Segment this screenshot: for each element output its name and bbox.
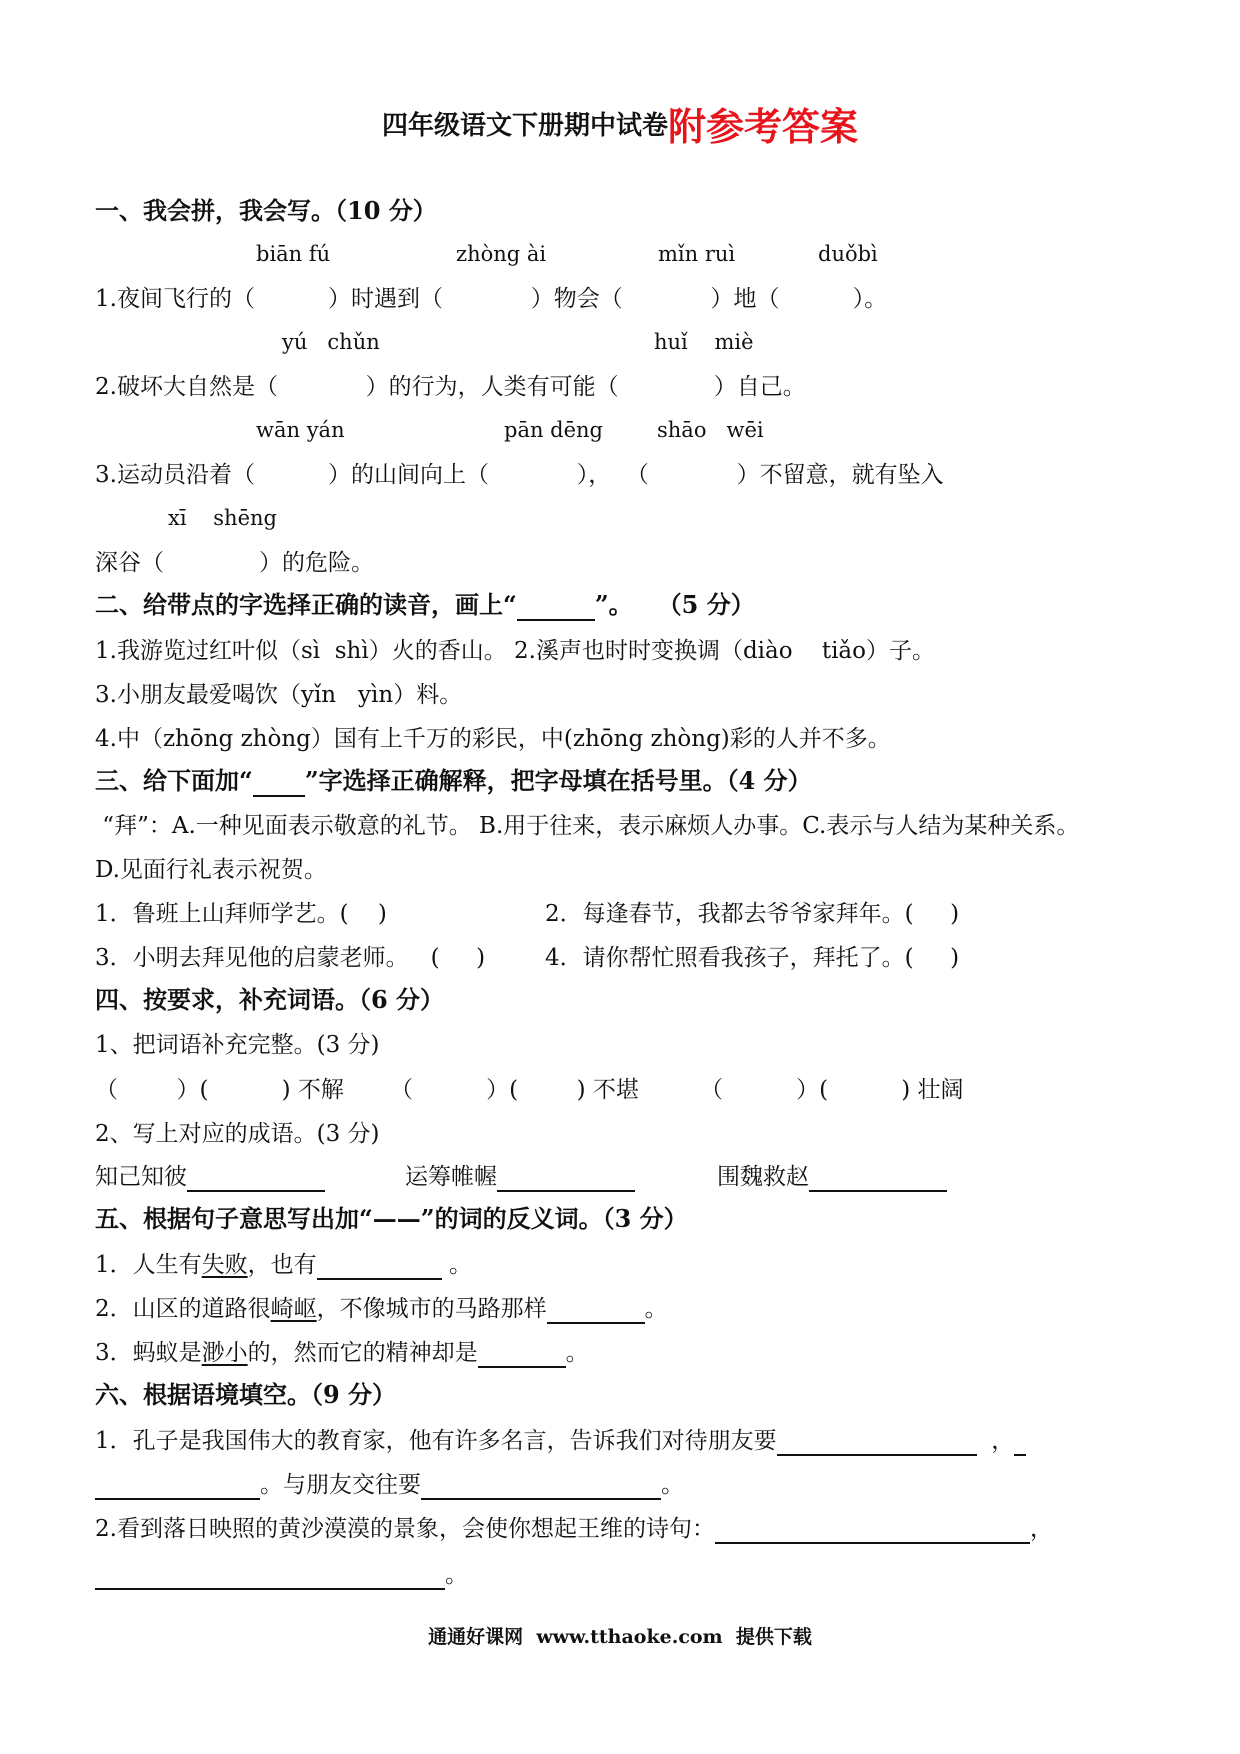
- question-line: 。与朋友交往要 。: [95, 1470, 684, 1500]
- fill-blank: （ ）( ) 不解: [95, 1077, 344, 1103]
- pinyin: duǒbì: [818, 242, 878, 266]
- pinyin: mǐn ruì: [658, 242, 736, 266]
- pinyin: biān fú: [256, 242, 331, 266]
- question-line: 1．人生有失败，也有 。: [95, 1252, 472, 1278]
- question-line: 。: [95, 1560, 468, 1590]
- section-4-heading: 四、按要求，补充词语。（6 分）: [95, 985, 445, 1014]
- pinyin: huǐ miè: [654, 330, 754, 354]
- question-line: 深谷（ ）的危险。: [95, 550, 375, 576]
- pinyin: wān yán: [256, 418, 345, 442]
- question-line: 1.夜间飞行的（ ）时遇到（ ）物会（ ）地（ ）。: [95, 286, 888, 312]
- section-2-heading: 二、给带点的字选择正确的读音，画上“ ”。 （5 分）: [95, 590, 755, 619]
- answer-blank[interactable]: [95, 1474, 260, 1500]
- definition-line: “拜”：A.一种见面表示敬意的礼节。 B.用于往来，表示麻烦人办事。C.表示与人结为某种关系。: [95, 813, 1080, 839]
- section-3-heading: 三、给下面加“ ”字选择正确解释，把字母填在括号里。（4 分）: [95, 766, 812, 795]
- idiom-item: 知己知彼: [95, 1162, 325, 1192]
- definition-line: D.见面行礼表示祝贺。: [95, 857, 327, 883]
- idiom-item: 围魏救赵: [717, 1162, 947, 1192]
- title-highlight: 附参考答案: [668, 104, 859, 149]
- answer-blank[interactable]: [421, 1474, 661, 1500]
- underline-sample: [517, 597, 595, 621]
- question-line: 2．山区的道路很崎岖，不像城市的马路那样 。: [95, 1296, 668, 1322]
- answer-blank[interactable]: [497, 1166, 635, 1192]
- title-main: 四年级语文下册期中试卷: [381, 111, 668, 141]
- sub-question: 2、写上对应的成语。(3 分): [95, 1121, 380, 1147]
- question-line: 1.我游览过红叶似（sì shì）火的香山。 2.溪声也时时变换调（diào tiǎo）子。: [95, 638, 935, 664]
- page-title: [0, 96, 1240, 151]
- section-1-heading: 一、我会拼，我会写。（10 分）: [95, 196, 437, 225]
- question-line: 4．请你帮忙照看我孩子，拜托了。( ): [545, 945, 960, 971]
- underline-sample: [253, 773, 305, 797]
- question-line: 2.破坏大自然是（ ）的行为，人类有可能（ ）自己。: [95, 374, 806, 400]
- sub-question: 1、把词语补充完整。(3 分): [95, 1032, 380, 1058]
- question-line: 3．小明去拜见他的启蒙老师。 ( ): [95, 945, 486, 971]
- fill-blank: （ ）( ) 壮阔: [700, 1077, 964, 1103]
- pinyin: pān dēng: [504, 418, 604, 442]
- answer-blank[interactable]: [715, 1518, 1030, 1544]
- answer-blank[interactable]: [809, 1166, 947, 1192]
- page-footer: 通通好课网 www.tthaoke.com 提供下载: [428, 1626, 812, 1648]
- pinyin: zhòng ài: [456, 242, 547, 266]
- question-line: 2.看到落日映照的黄沙漠漠的景象，会使你想起王维的诗句： ，: [95, 1516, 1053, 1542]
- answer-blank[interactable]: [547, 1298, 645, 1324]
- answer-blank[interactable]: [478, 1342, 566, 1368]
- question-line: 1．孔子是我国伟大的教育家，他有许多名言，告诉我们对待朋友要 ，: [95, 1426, 1026, 1456]
- section-6-heading: 六、根据语境填空。（9 分）: [95, 1380, 397, 1409]
- question-line: 2．每逢春节，我都去爷爷家拜年。( ): [545, 901, 960, 927]
- question-line: 4.中（zhōng zhòng）国有上千万的彩民，中(zhōng zhòng)彩的人并不多。: [95, 726, 891, 752]
- fill-blank: （ ）( ) 不堪: [390, 1077, 639, 1103]
- pinyin: xī shēng: [168, 506, 277, 530]
- answer-blank[interactable]: [1014, 1430, 1026, 1456]
- pinyin: yú chǔn: [282, 330, 380, 354]
- question-line: 1．鲁班上山拜师学艺。( ): [95, 901, 387, 927]
- section-5-heading: 五、根据句子意思写出加“——”的词的反义词。（3 分）: [95, 1204, 688, 1233]
- answer-blank[interactable]: [317, 1254, 442, 1280]
- question-line: 3.运动员沿着（ ）的山间向上（ ）， （ ）不留意，就有坠入: [95, 462, 944, 488]
- pinyin: shāo wēi: [657, 418, 764, 442]
- answer-blank[interactable]: [95, 1564, 445, 1590]
- question-line: 3.小朋友最爱喝饮（yǐn yìn）料。: [95, 682, 463, 708]
- question-line: 3．蚂蚁是渺小的，然而它的精神却是 。: [95, 1340, 589, 1366]
- answer-blank[interactable]: [777, 1430, 977, 1456]
- answer-blank[interactable]: [187, 1166, 325, 1192]
- idiom-item: 运筹帷幄: [405, 1162, 635, 1192]
